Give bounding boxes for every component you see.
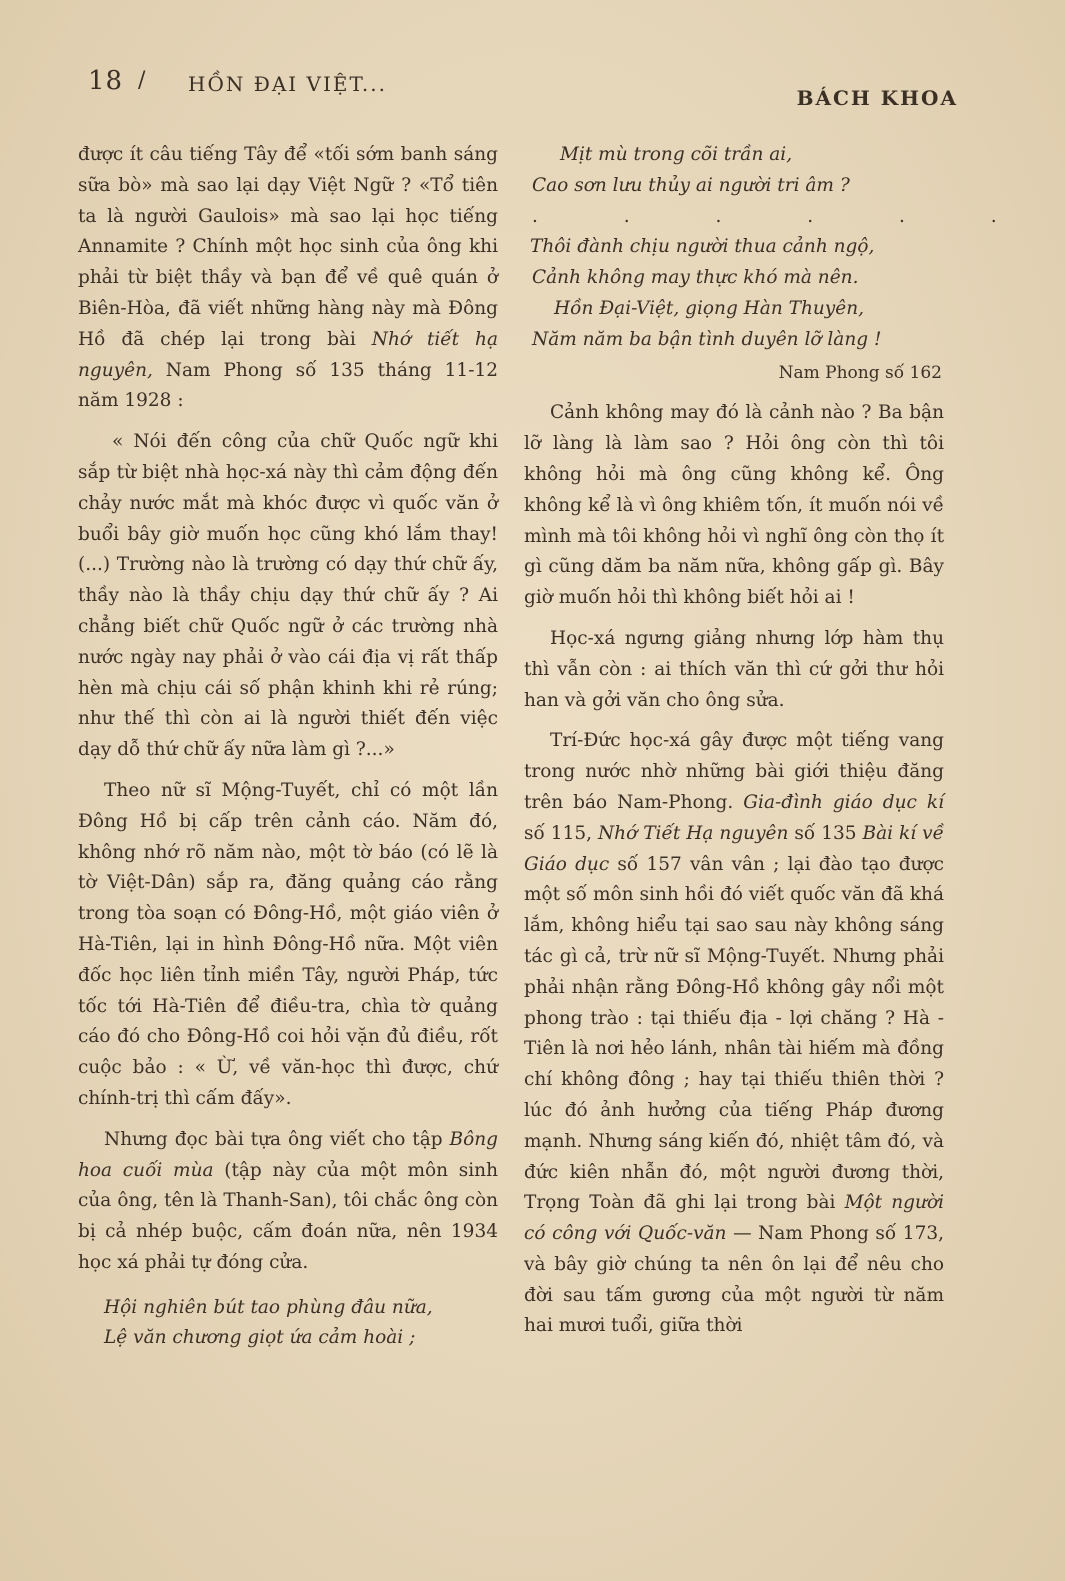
right-p3-title-4: Một người có công với Quốc-văn bbox=[524, 1192, 944, 1245]
poem-line-3: Thôi đành chịu người thua cảnh ngộ, bbox=[530, 236, 875, 258]
page-header bbox=[88, 62, 958, 112]
header-separator: / bbox=[138, 68, 146, 93]
right-poem bbox=[524, 140, 1037, 356]
page-number: 18 bbox=[88, 66, 124, 96]
left-poem-line-2: Lệ văn chương giọt ứa cảm hoài ; bbox=[104, 1327, 416, 1349]
right-p3-c: số 135 bbox=[788, 822, 863, 844]
right-p3-a: Trí-Đức học-xá gây được một tiếng vang trong nước nhờ những bài giới thiệu đăng trên báo Nam-Phong. bbox=[524, 730, 944, 813]
left-p1-title: Nhớ tiết hạ nguyên, bbox=[78, 328, 498, 381]
left-poem bbox=[78, 1293, 498, 1355]
left-poem-line-1: Hội nghiên bút tao phùng đâu nữa, bbox=[104, 1296, 433, 1318]
right-p3-b: số 115, bbox=[524, 822, 598, 844]
left-p4-text: Nhưng đọc bài tựa ông viết cho tập bbox=[104, 1128, 450, 1150]
running-title: HỒN ĐẠI VIỆT... bbox=[188, 72, 387, 96]
right-column bbox=[524, 140, 1037, 1342]
left-p4-end: (tập này của một môn sinh của ông, tên là Thanh-San), tôi chắc ông còn bị cả nhép buộc, cấm đoán nữa, nên 1934 học xá phải tự đóng cửa. bbox=[78, 1159, 498, 1273]
right-paragraph-1: Cảnh không may đó là cảnh nào ? Ba bận lỡ làng là làm sao ? Hỏi ông còn thì tôi không hỏi mà ông cũng không kể. Ông không kể là vì ông khiêm tốn, ít muốn nói về mình mà tôi không hỏi vì nghĩ ông còn thọ ít gì cũng dăm ba năm nữa, không gấp gì. Bây giờ muốn hỏi thì không biết hỏi ai ! bbox=[524, 402, 944, 609]
poem-line-5: Hồn Đại-Việt, giọng Hàn Thuyên, bbox=[554, 297, 864, 319]
left-paragraph-4 bbox=[78, 1125, 498, 1279]
poem-attribution: Nam Phong số 162 bbox=[778, 362, 942, 383]
right-p3-title-2: Nhớ Tiết Hạ nguyên bbox=[597, 822, 789, 844]
left-column bbox=[78, 140, 498, 1354]
poem-line-4: Cảnh không may thực khó mà nên. bbox=[532, 267, 859, 289]
right-p3-title-1: Gia-đình giáo dục kí bbox=[743, 791, 944, 813]
left-quote-paragraph: « Nói đến công của chữ Quốc ngữ khi sắp từ biệt nhà học-xá này thì cảm động đến chảy nước mắt mà khóc được vì quốc văn ở buổi bây giờ muốn học cũng khó lắm thay! (...) Trường nào là trường có dạy thứ chữ ấy, thầy nào là thầy chịu dạy thứ chữ ấy ? Ai chẳng biết chữ Quốc ngữ ở các trường nhà nước ngày nay phải ở vào cái địa vị rất thấp hèn mà chịu cái số phận khinh khi rẻ rúng; như thế thì còn ai là người thiết đến việc dạy dỗ thứ chữ ấy nữa làm gì ?...» bbox=[78, 431, 498, 761]
left-p1-end: Nam Phong số 135 tháng 11-12 năm 1928 : bbox=[78, 359, 498, 412]
right-p3-title-3: Bài kí về Giáo dục bbox=[524, 822, 944, 875]
magazine-name: BÁCH KHOA bbox=[796, 86, 958, 110]
right-paragraph-3 bbox=[524, 726, 944, 1342]
right-p3-d: số 157 vân vân ; lại đào tạo được một số môn sinh hồi đó viết quốc văn đã khá lắm, không hiểu tại sao sau này không sáng tác gì cả, trừ nữ sĩ Mộng-Tuyết. Nhưng phải phải nhận rằng Đông-Hồ không gây nổi một phong trào : tại thiếu địa - lợi chăng ? Hà - Tiên là nơi hẻo lánh, nhân tài hiếm mà đồng chí không đông ; hay tại thiếu thiên thời ? lúc đó ảnh hưởng của tiếng Pháp đương mạnh. Nhưng sáng kiến đó, nhiệt tâm đó, và đức kiên nhẫn đó, một người đương thời, Trọng Toàn đã ghi lại trong bài bbox=[524, 853, 944, 1214]
right-paragraph-2: Học-xá ngưng giảng nhưng lớp hàm thụ thì vẫn còn : ai thích văn thì cứ gởi thư hỏi han và gởi văn cho ông sửa. bbox=[524, 627, 944, 711]
left-p1-text: được ít câu tiếng Tây để «tối sớm banh sáng sữa bò» mà sao lại dạy Việt Ngữ ? «Tổ tiên ta là người Gaulois» mà sao lại học tiếng Annamite ? Chính một học sinh của ông khi phải từ biệt thầy và bạn để về quê quán ở Biên-Hòa, đã viết những hàng này mà Đông Hồ đã chép lại trong bài bbox=[78, 144, 498, 350]
poem-line-6: Năm năm ba bận tình duyên lỡ làng ! bbox=[532, 328, 882, 350]
right-p3-e: — Nam Phong số 173, và bây giờ chúng ta nên ôn lại để nêu cho đời sau tấm gương của một người từ năm hai mươi tuổi, giữa thời bbox=[524, 1223, 944, 1337]
poem-ellipsis: . . . . . . bbox=[532, 205, 1037, 227]
left-p4-title: Bông hoa cuối mùa bbox=[78, 1128, 498, 1181]
left-paragraph-1 bbox=[78, 140, 498, 417]
poem-line-1: Mịt mù trong cõi trần ai, bbox=[560, 144, 793, 165]
left-paragraph-3: Theo nữ sĩ Mộng-Tuyết, chỉ có một lần Đông Hồ bị cấp trên cảnh cáo. Năm đó, không nhớ rõ năm nào, một tờ báo (có lẽ là tờ Việt-Dân) sắp ra, đăng quảng cáo rằng trong tòa soạn có Đông-Hồ, một giáo viên ở Hà-Tiên, lại in hình Đông-Hồ nữa. Một viên đốc học liên tỉnh miền Tây, người Pháp, tức tốc tới Hà-Tiên để điều-tra, chìa tờ quảng cáo đó cho Đông-Hồ coi hỏi vặn đủ điều, rốt cuộc bảo : « Ừ, về văn-học thì được, chứ chính-trị thì cấm đấy». bbox=[78, 779, 498, 1109]
poem-line-2: Cao sơn lưu thủy ai người tri âm ? bbox=[532, 174, 850, 196]
